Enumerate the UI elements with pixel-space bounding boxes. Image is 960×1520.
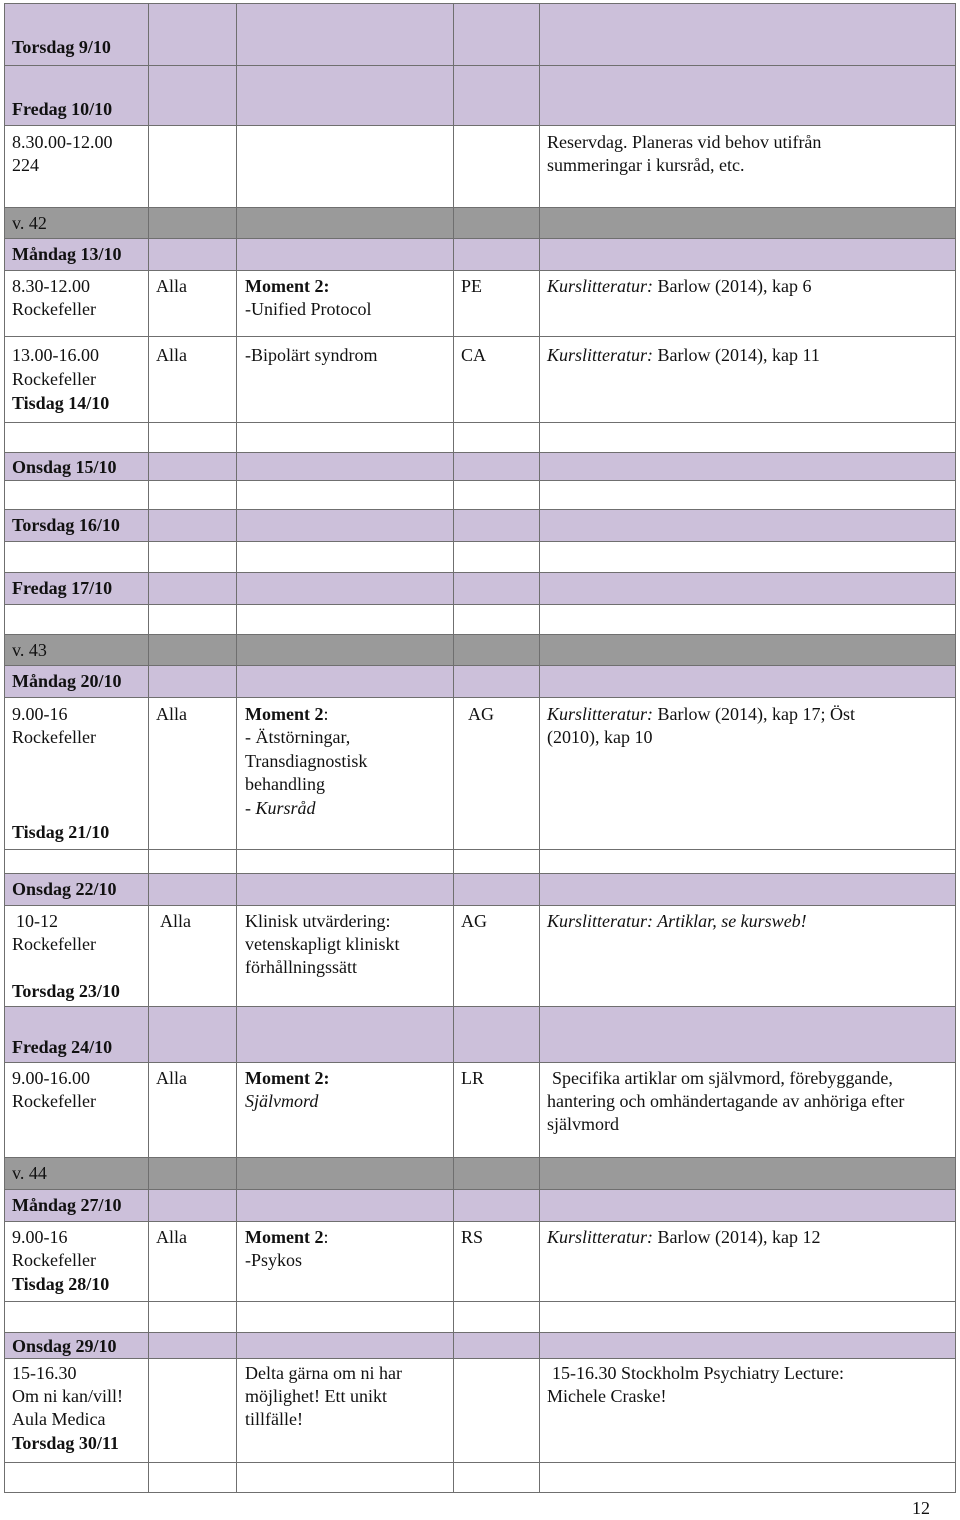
note-text: självmord [547, 1114, 619, 1134]
day-label: Onsdag 22/10 [12, 879, 117, 899]
day-label: Onsdag 15/10 [12, 457, 117, 477]
note-text: Michele Craske! [547, 1386, 667, 1406]
note-text: Reservdag. Planeras vid behov utifrån [547, 132, 822, 152]
page-number: 12 [912, 1498, 930, 1518]
literature-text [547, 703, 855, 726]
topic-title [245, 1226, 329, 1249]
row-friday-17-10-header [4, 573, 956, 605]
row-spacer [4, 481, 956, 510]
literature-ref: (2010), kap 10 [547, 727, 653, 747]
row-monday-27-10-header [4, 1190, 956, 1222]
literature-label: Kurslitteratur: [547, 1227, 654, 1247]
topic-text: Transdiagnostisk [245, 751, 368, 771]
note-text: Om ni kan/vill! [12, 1386, 123, 1406]
day-label: Torsdag 30/11 [12, 1433, 119, 1453]
time-label: 8.30-12.00 [12, 276, 90, 296]
week-44-header [4, 1158, 956, 1190]
row-monday-20-10 [4, 698, 956, 850]
topic-text: - Ätstörningar, [245, 727, 351, 747]
note-text: summeringar i kursråd, etc. [547, 155, 745, 175]
day-label: Fredag 17/10 [12, 578, 113, 598]
time-label: 9.00-16.00 [12, 1068, 90, 1088]
topic-title-bold: Moment 2 [245, 704, 324, 724]
row-spacer [4, 1302, 956, 1333]
group-label: Alla [156, 704, 187, 724]
literature-label: Kurslitteratur: [547, 276, 654, 296]
row-wednesday-22-10 [4, 906, 956, 1007]
row-spacer [4, 850, 956, 874]
day-label: Fredag 10/10 [12, 99, 113, 119]
day-label: Torsdag 9/10 [12, 37, 111, 57]
literature-text [547, 275, 811, 298]
topic-text [245, 797, 316, 820]
topic-text: Klinisk utvärdering: [245, 911, 391, 931]
topic-title-colon: : [323, 704, 329, 724]
topic-text: Självmord [245, 1091, 319, 1111]
week-42-header [4, 208, 956, 239]
group-label: Alla [156, 276, 187, 296]
row-spacer [4, 605, 956, 635]
time-label: 9.00-16 [12, 1227, 68, 1247]
row-monday-13-10-header [4, 239, 956, 271]
row-thursday-9-10 [4, 3, 956, 66]
topic-title-colon: : [323, 1227, 329, 1247]
topic-text: -Unified Protocol [245, 299, 372, 319]
day-label: Torsdag 16/10 [12, 515, 120, 535]
literature-text: Kurslitteratur: Artiklar, se kursweb! [547, 911, 807, 931]
literature-label: Kurslitteratur: [547, 704, 654, 724]
room-label: 224 [12, 155, 39, 175]
topic-title: Moment 2: [245, 1068, 330, 1088]
week-label: v. 43 [12, 640, 47, 660]
time-label: 9.00-16 [12, 704, 68, 724]
group-label: Alla [156, 1227, 187, 1247]
group-label: Alla [156, 1068, 187, 1088]
teacher-label: RS [461, 1227, 484, 1247]
schedule-table [4, 3, 956, 1493]
literature-ref: Barlow (2014), kap 17; Öst [653, 704, 855, 724]
topic-title: Moment 2: [245, 276, 330, 296]
row-wednesday-29-10 [4, 1359, 956, 1463]
topic-text: vetenskapligt kliniskt [245, 934, 400, 954]
room-label: Rockefeller [12, 934, 96, 954]
literature-ref: Barlow (2014), kap 6 [653, 276, 812, 296]
topic-title [245, 703, 329, 726]
row-friday-24-10-header [4, 1007, 956, 1063]
literature-text [547, 344, 820, 367]
row-spacer [4, 423, 956, 453]
day-label: Måndag 13/10 [12, 244, 122, 264]
time-label: 15-16.30 [12, 1363, 77, 1383]
topic-text: -Psykos [245, 1250, 303, 1270]
topic-text: förhållningssätt [245, 957, 357, 977]
row-wednesday-29-10-header [4, 1333, 956, 1359]
row-friday-24-10 [4, 1063, 956, 1158]
room-label: Aula Medica [12, 1409, 106, 1429]
topic-text: möjlighet! Ett unikt [245, 1386, 387, 1406]
note-text: Specifika artiklar om självmord, förebyggande, [552, 1068, 893, 1088]
kursrad-label: Kursråd [255, 798, 316, 818]
teacher-label: AG [468, 704, 494, 724]
time-label: 10-12 [16, 911, 58, 931]
week-label: v. 42 [12, 213, 47, 233]
day-label: Tisdag 14/10 [12, 393, 110, 413]
literature-text [547, 1226, 820, 1249]
note-text: hantering och omhändertagande av anhöriga efter [547, 1091, 905, 1111]
group-label: Alla [160, 911, 191, 931]
day-label: Torsdag 23/10 [12, 981, 120, 1001]
literature-ref: Barlow (2014), kap 12 [653, 1227, 821, 1247]
topic-text: tillfälle! [245, 1409, 303, 1429]
row-monday-27-10 [4, 1222, 956, 1302]
week-label: v. 44 [12, 1163, 47, 1183]
room-label: Rockefeller [12, 727, 96, 747]
day-label: Måndag 20/10 [12, 671, 122, 691]
teacher-label: PE [461, 276, 483, 296]
room-label: Rockefeller [12, 1091, 96, 1111]
row-friday-10-10 [4, 126, 956, 208]
topic-text: behandling [245, 774, 325, 794]
teacher-label: CA [461, 345, 487, 365]
day-label: Måndag 27/10 [12, 1195, 122, 1215]
room-label: Rockefeller [12, 299, 96, 319]
day-label: Onsdag 29/10 [12, 1336, 117, 1356]
row-spacer [4, 1463, 956, 1493]
row-thursday-16-10-header [4, 510, 956, 542]
room-label: Rockefeller [12, 1250, 96, 1270]
week-43-header [4, 635, 956, 666]
topic-text: Delta gärna om ni har [245, 1363, 402, 1383]
time-label: 13.00-16.00 [12, 345, 99, 365]
note-text: 15-16.30 Stockholm Psychiatry Lecture: [552, 1363, 844, 1383]
literature-label: Kurslitteratur: [547, 345, 654, 365]
group-label: Alla [156, 345, 187, 365]
room-label: Rockefeller [12, 369, 96, 389]
day-label: Tisdag 28/10 [12, 1274, 110, 1294]
teacher-label: AG [461, 911, 487, 931]
row-spacer [4, 542, 956, 573]
row-monday-13-10 [4, 271, 956, 337]
literature-ref: Barlow (2014), kap 11 [653, 345, 820, 365]
teacher-label: LR [461, 1068, 485, 1088]
time-label: 8.30.00-12.00 [12, 132, 113, 152]
day-label: Tisdag 21/10 [12, 822, 110, 842]
topic-dash: - [245, 798, 256, 818]
row-monday-20-10-header [4, 666, 956, 698]
topic-text: -Bipolärt syndrom [245, 345, 378, 365]
topic-title-bold: Moment 2 [245, 1227, 324, 1247]
row-wednesday-22-10-header [4, 874, 956, 906]
day-label: Fredag 24/10 [12, 1037, 113, 1057]
row-friday-10-10-header [4, 66, 956, 126]
row-wednesday-15-10-header [4, 453, 956, 481]
row-tuesday-14-10 [4, 337, 956, 423]
